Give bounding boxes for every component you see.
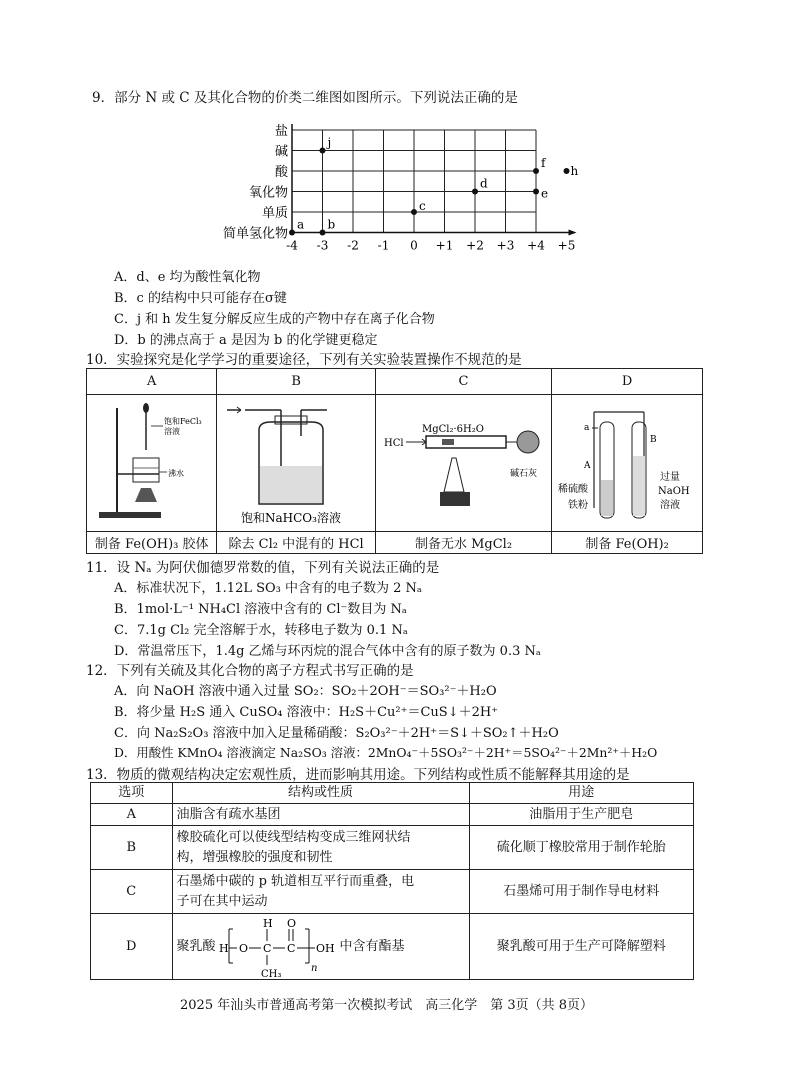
drying-tube-figure [378,396,550,526]
x-tick-label: +2 [466,238,484,253]
data-point-h [564,168,570,174]
label-dilute-h2so4: 稀硫酸 [558,484,589,495]
q13-row-d-suffix: 中含有酯基 [339,938,405,954]
q13-row-d-option: D [91,914,173,980]
q12-stem: 12．下列有关硫及其化合物的离子方程式书写正确的是 [86,663,414,679]
formula-n: n [310,962,317,974]
label-solution-d: 溶液 [660,500,681,511]
data-point-f [533,168,539,174]
q10-caption-d: 制备 Fe(OH)₂ [552,532,703,554]
formula-c2: C [286,941,295,955]
x-tick-label: -2 [347,238,359,253]
gas-washing-bottle-figure [219,396,373,526]
data-point-e [533,189,539,195]
formula-o: O [238,941,248,955]
q13-row-b-use: 硫化顺丁橡胶常用于制作轮胎 [469,826,694,870]
q13-stem: 13．物质的微观结构决定宏观性质，进而影响其用途。下列结构或性质不能解释其用途的是 [86,767,630,783]
q13-row-a-use: 油脂用于生产肥皂 [469,804,694,826]
data-point-j [320,148,326,154]
y-tick-label: 氧化物 [248,185,288,201]
q10-caption-b: 除去 Cl₂ 中混有的 HCl [217,532,375,554]
x-tick-label: +1 [435,238,454,253]
x-tick-label: -1 [377,238,390,253]
x-axis-arrow [569,230,577,236]
q13-row-c-property-line2: 子可在其中运动 [176,893,268,909]
data-point-b [320,230,326,236]
point-label-a: a [297,217,305,232]
label-soda-lime: 碱石灰 [509,469,537,479]
point-label-h: h [570,164,579,178]
q13-table [90,782,694,980]
q11-option-a: A．标准状况下，1.12L SO₃ 中含有的电子数为 2 Nₐ [114,581,422,596]
point-label-d: d [480,176,488,191]
q13-row-b-property [172,826,469,870]
q13-row-a-property: 油脂含有疏水基团 [172,804,469,826]
formula-h-top: H [262,916,273,930]
label-excess: 过量 [660,472,681,483]
point-label-b: b [327,217,336,232]
q10-table [86,368,703,554]
x-tick-label: +4 [527,238,545,253]
q13-row-c-property-line1: 石墨烯中碳的 p 轨道相互平行而重叠，电 [176,873,415,889]
q13-row-c-property [172,870,469,914]
q9-option-b: B．c 的结构中只可能存在σ键 [114,291,287,306]
formula-o-double: O [286,916,296,930]
q13-header-option: 选项 [91,783,173,804]
q10-header-d: D [552,369,703,395]
q13-row-d-use: 聚乳酸可用于生产可降解塑料 [469,914,694,980]
q13-row-a-option: A [91,804,173,826]
q11-option-d: D．常温常压下，1.4g 乙烯与环丙烷的混合气体中含有的原子数为 0.3 Nₐ [114,644,541,659]
q12-option-d: D．用酸性 KMnO₄ 溶液滴定 Na₂SO₃ 溶液：2MnO₄⁻＋5SO₃²⁻＋2H⁺＝5SO₄²⁻＋2Mn²⁺＋H₂O [114,745,658,760]
q13-row-c-option: C [91,870,173,914]
q12-option-c: C．向 Na₂S₂O₃ 溶液中加入足量稀硝酸：S₂O₃²⁻＋2H⁺＝S↓＋SO₂↑＋H₂O [114,726,559,741]
q10-header-c: C [375,369,551,395]
q11-stem: 11．设 Nₐ 为阿伏伽德罗常数的值，下列有关说法正确的是 [86,560,440,576]
label-naoh: NaOH [658,486,690,497]
q10-apparatus-b [217,395,375,532]
label-mgcl2: MgCl₂·6H₂O [421,424,484,435]
formula-ch3: CH₃ [260,968,281,979]
label-hcl: HCl [383,438,404,449]
formula-oh: OH [315,941,335,955]
polylactic-acid-formula [219,915,339,979]
page-footer: 2025 年汕头市普通高考第一次模拟考试 高三化学 第 3页（共 8页） [180,998,594,1013]
label-clip-a: a [584,423,590,433]
label-tube-b: B [650,435,657,445]
q13-row-b-option: B [91,826,173,870]
q10-apparatus-a [87,395,217,532]
x-tick-label: +5 [557,238,576,253]
y-tick-label: 酸 [274,165,288,180]
q9-valence-chart [200,118,600,266]
data-point-c [411,209,417,215]
label-nahco3: 饱和NaHCO₃溶液 [241,511,342,525]
q10-stem: 10．实验探究是化学学习的重要途径，下列有关实验装置操作不规范的是 [86,352,522,368]
q10-header-a: A [87,369,217,395]
q9-stem: 9．部分 N 或 C 及其化合物的价类二维图如图所示。下列说法正确的是 [92,90,518,106]
q13-row-c-use: 石墨烯可用于制作导电材料 [469,870,694,914]
q12-option-b: B．将少量 H₂S 通入 CuSO₄ 溶液中：H₂S＋Cu²⁺＝CuS↓＋2H⁺ [114,705,499,720]
y-tick-label: 盐 [274,124,288,139]
q10-header-b: B [217,369,375,395]
q13-row-d-prefix: 聚乳酸 [176,938,216,954]
q13-header-property: 结构或性质 [172,783,469,804]
x-tick-label: -4 [286,238,298,253]
q9-option-d: D．b 的沸点高于 a 是因为 b 的化学键更稳定 [114,333,378,348]
formula-c1: C [262,941,271,955]
q12-option-a: A．向 NaOH 溶液中通入过量 SO₂：SO₂＋2OH⁻＝SO₃²⁻＋H₂O [114,684,497,699]
label-solution: 溶液 [163,427,180,436]
x-tick-label: -3 [316,238,329,253]
label-fecl3: 饱和FeCl₃ [163,417,202,426]
q10-caption-c: 制备无水 MgCl₂ [375,532,551,554]
x-tick-label: +3 [496,238,515,253]
ferrous-hydroxide-figure [554,396,700,526]
point-label-e: e [541,186,549,201]
q13-header-use: 用途 [469,783,694,804]
formula-h-end: H [218,941,229,955]
q13-row-d-property [172,914,469,980]
q9-option-c: C．j 和 h 发生复分解反应生成的产物中存在离子化合物 [114,312,435,327]
q11-option-c: C．7.1g Cl₂ 完全溶解于水，转移电子数为 0.1 Nₐ [114,623,408,638]
q9-option-a: A．d、e 均为酸性氧化物 [114,270,261,285]
point-label-c: c [419,199,426,213]
point-label-j: j [327,135,332,150]
q13-row-b-property-line2: 构，增强橡胶的强度和韧性 [176,849,333,865]
q11-option-b: B．1mol·L⁻¹ NH₄Cl 溶液中含有的 Cl⁻数目为 Nₐ [114,602,407,617]
q10-apparatus-d [552,395,703,532]
q10-caption-a: 制备 Fe(OH)₃ 胶体 [87,532,217,554]
point-label-f: f [541,156,546,170]
q10-apparatus-c [375,395,551,532]
y-tick-label: 单质 [261,206,288,221]
label-iron-powder: 铁粉 [568,500,589,511]
colloid-apparatus-figure [89,396,215,526]
y-tick-label: 碱 [274,144,288,160]
data-point-d [472,189,478,195]
y-tick-label: 简单氢化物 [222,226,288,242]
data-point-a [289,230,295,236]
x-tick-label: 0 [410,238,418,253]
label-tube-a: A [584,461,591,471]
q13-row-b-property-line1: 橡胶硫化可以使线型结构变成三维网状结 [176,829,411,845]
label-boiling-water: 沸水 [167,469,184,478]
